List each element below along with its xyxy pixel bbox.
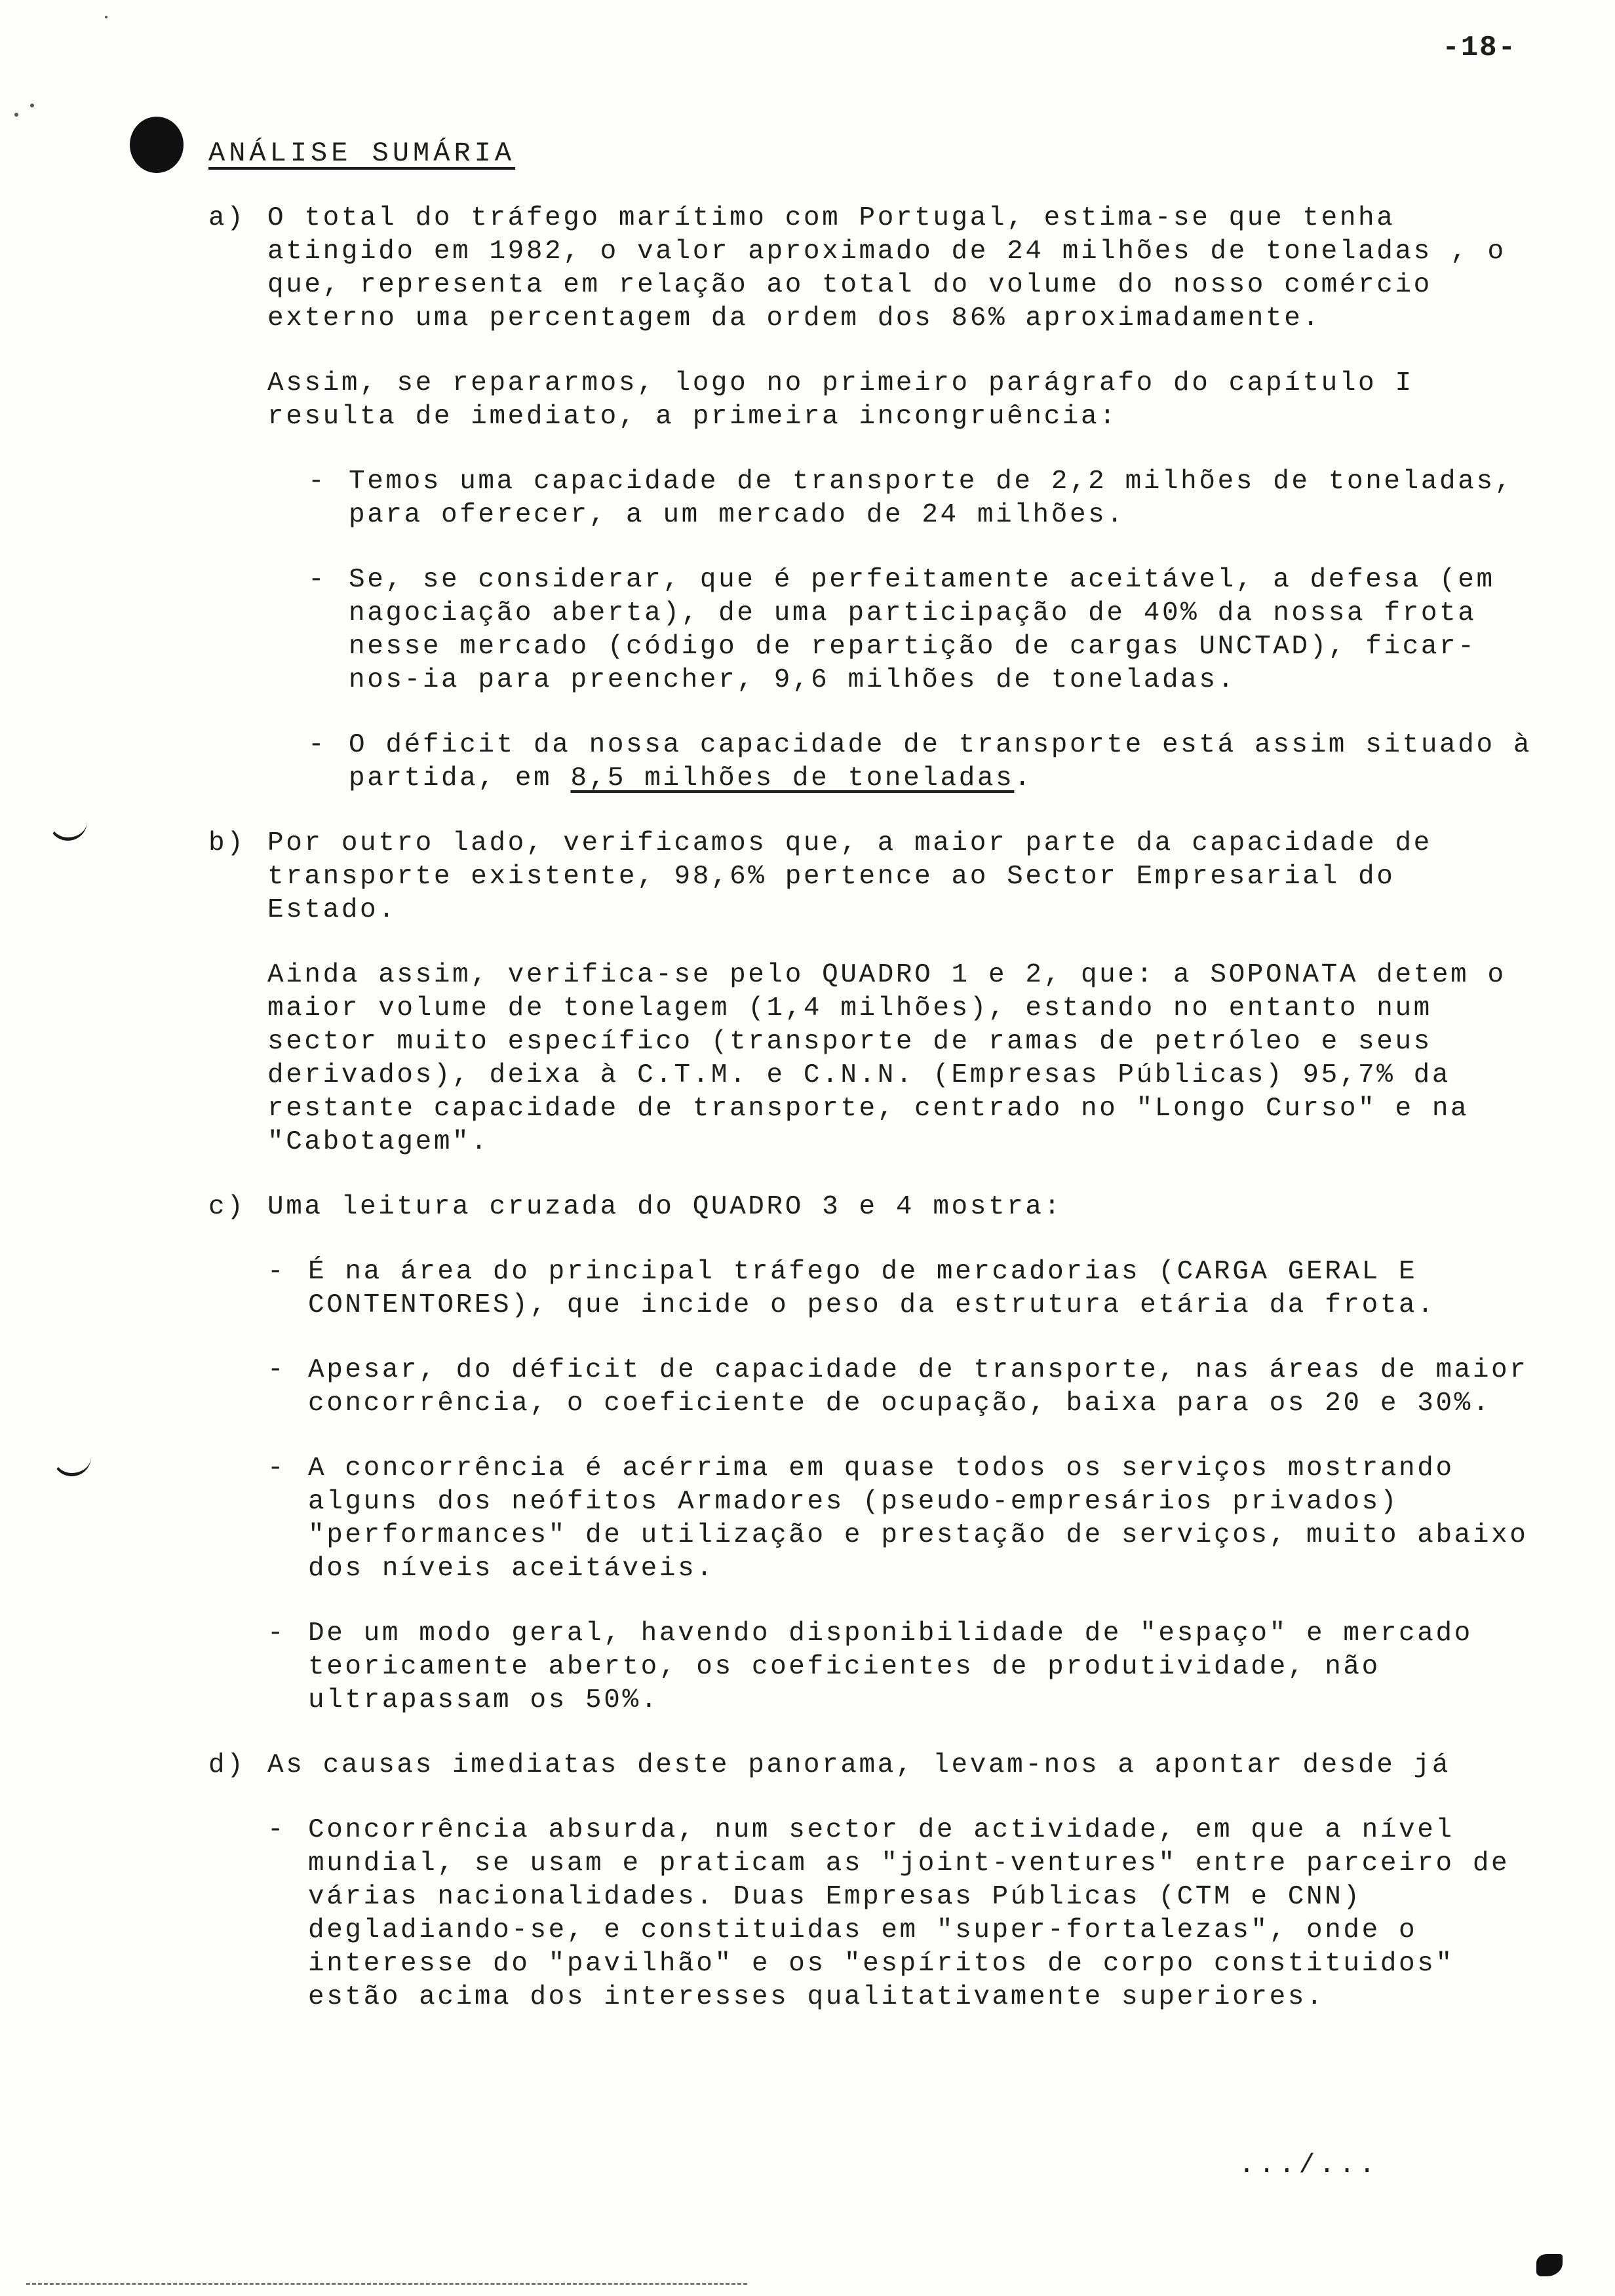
bullet-item: [308, 564, 1539, 697]
dash-marker: -: [308, 467, 327, 497]
bullet-text: Concorrência absurda, num sector de actividade, em que a nível mundial, se usam e praticam as "joint-ventures" entre parceiro de várias nacionalidades. Duas Empresas Públicas (CTM e CNN) degladiando-se, e constituidas em "super-fortalezas", onde o interesse do "pavilhão" e os "espíritos de corpo constituidos" estão acima dos interesses qualitativamente superiores.: [308, 1815, 1510, 2012]
scan-artifact-line: [26, 2283, 747, 2285]
dash-marker: -: [267, 1453, 286, 1483]
dash-marker: -: [308, 730, 327, 760]
scan-speck: [14, 113, 18, 117]
paragraph: Uma leitura cruzada do QUADRO 3 e 4 mostra:: [267, 1192, 1062, 1222]
paragraph: Assim, se repararmos, logo no primeiro parágrafo do capítulo I resulta de imediato, a primeira incongruência:: [267, 368, 1414, 432]
dash-marker: -: [308, 565, 327, 595]
scan-speck: [30, 104, 34, 107]
underlined-figure: 8,5 milhões de toneladas: [570, 763, 1015, 794]
continuation-mark: .../...: [1238, 2151, 1379, 2181]
dash-marker: -: [267, 1355, 286, 1385]
item-letter: b): [208, 828, 246, 858]
bullet-item: [267, 1617, 1539, 1717]
bullet-text: Temos uma capacidade de transporte de 2,2 milhões de toneladas, para oferecer, a um mercado de 24 milhões.: [349, 467, 1513, 530]
item-body: [267, 827, 1539, 1159]
margin-check-mark: [49, 818, 87, 841]
dash-marker: -: [267, 1257, 286, 1287]
item-letter: c): [208, 1192, 246, 1222]
bullet-text: Apesar, do déficit de capacidade de transporte, nas áreas de maior concorrência, o coeficiente de ocupação, baixa para os 20 e 30%.: [308, 1355, 1528, 1419]
section-heading: ANÁLISE SUMÁRIA: [208, 138, 516, 169]
bullet-text-start: O déficit da nossa capacidade de transporte está assim situado à partida, em: [349, 730, 1532, 794]
bullet-text-end: .: [1014, 763, 1033, 794]
list-item-c: [208, 1191, 1539, 1717]
scan-speck: [105, 16, 107, 18]
bullet-text: Se, se considerar, que é perfeitamente aceitável, a defesa (em nagociação aberta), de uma participação de 40% da nossa frota nesse mercado (código de repartição de cargas UNCTAD), ficar-nos-ia para preencher, 9,6 milhões de toneladas.: [349, 565, 1495, 695]
bullet-item: [308, 465, 1539, 532]
bullet-text: [349, 729, 1539, 795]
bullet-text: A concorrência é acérrima em quase todos os serviços mostrando alguns dos neófitos Armadores (pseudo-empresários privados) "performances" de utilização e prestação de serviços, muito abaixo dos níveis aceitáveis.: [308, 1453, 1528, 1584]
item-letter: d): [208, 1750, 246, 1780]
item-body: [267, 1191, 1539, 1717]
margin-check-mark: [52, 1453, 91, 1476]
dash-marker: -: [267, 1618, 286, 1649]
punch-hole: [130, 117, 184, 173]
corner-ink-mark: [1536, 2254, 1563, 2276]
bullet-item: [267, 1255, 1539, 1322]
item-body: [267, 202, 1539, 795]
dash-marker: -: [267, 1815, 286, 1845]
document-body: [208, 202, 1539, 2046]
paragraph: As causas imediatas deste panorama, levam-nos a apontar desde já: [267, 1750, 1451, 1780]
item-letter: a): [208, 203, 246, 233]
page-number: -18-: [1442, 31, 1517, 64]
paragraph: Ainda assim, verifica-se pelo QUADRO 1 e 2, que: a SOPONATA detem o maior volume de tonelagem (1,4 milhões), estando no entanto num sector muito específico (transporte de ramas de petróleo e seus derivados), deixa à C.T.M. e C.N.N. (Empresas Públicas) 95,7% da restante capacidade de transporte, centrado no "Longo Curso" e na "Cabotagem".: [267, 960, 1506, 1157]
list-item-b: [208, 827, 1539, 1159]
list-item-a: [208, 202, 1539, 795]
bullet-text: É na área do principal tráfego de mercadorias (CARGA GERAL E CONTENTORES), que incide o peso da estrutura etária da frota.: [308, 1257, 1436, 1320]
bullet-item: [267, 1354, 1539, 1421]
paragraph: Por outro lado, verificamos que, a maior parte da capacidade de transporte existente, 98,6% pertence ao Sector Empresarial do Estado.: [267, 828, 1432, 925]
paragraph: O total do tráfego marítimo com Portugal, estima-se que tenha atingido em 1982, o valor aproximado de 24 milhões de toneladas , o que, representa em relação ao total do volume do nosso comércio externo uma percentagem da ordem dos 86% aproximadamente.: [267, 203, 1506, 334]
bullet-item: [267, 1452, 1539, 1586]
bullet-item: [267, 1814, 1539, 2014]
item-body: [267, 1749, 1539, 2014]
bullet-text: De um modo geral, havendo disponibilidade de "espaço" e mercado teoricamente aberto, os coeficientes de produtividade, não ultrapassam os 50%.: [308, 1618, 1473, 1715]
bullet-item: [308, 729, 1539, 795]
list-item-d: [208, 1749, 1539, 2014]
